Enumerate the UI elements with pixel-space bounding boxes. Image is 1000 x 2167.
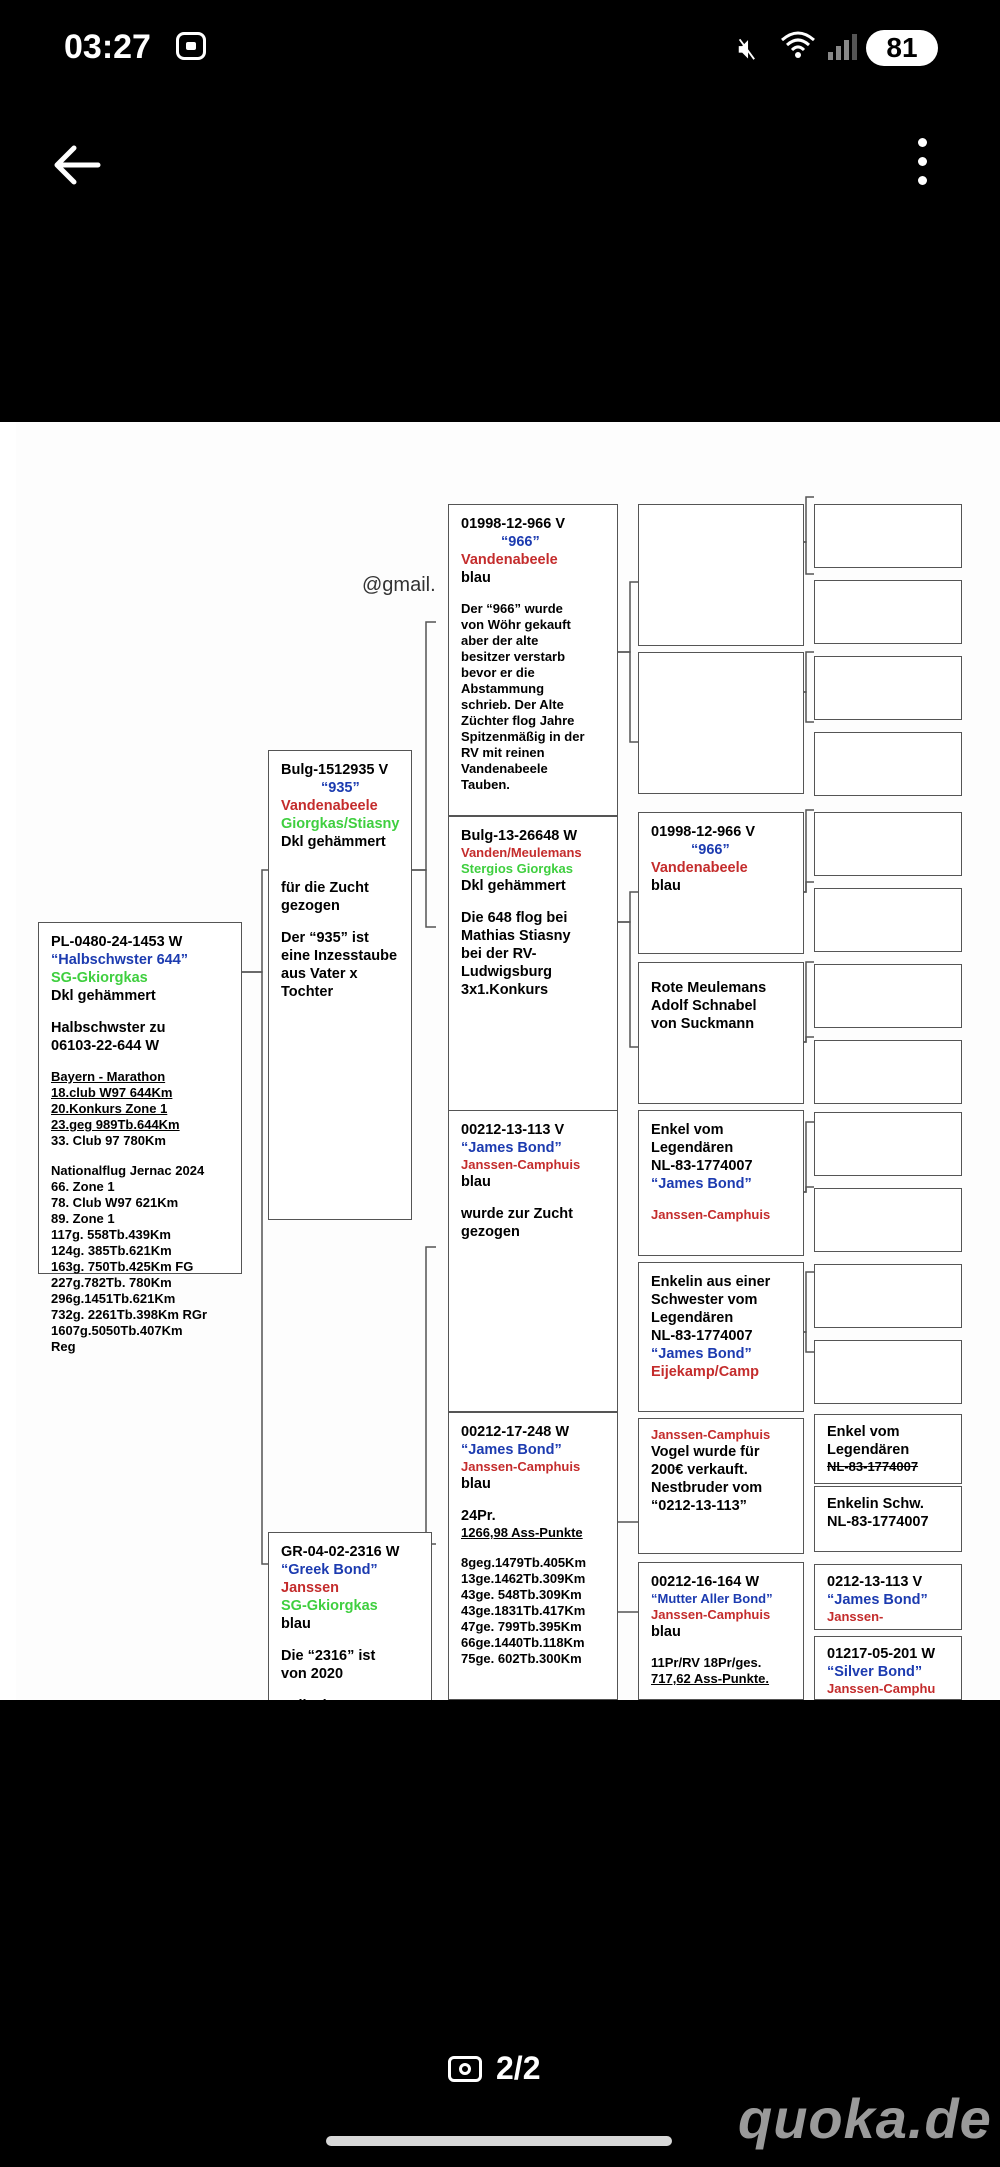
text-line: 0212-13-113 V [827,1574,923,1590]
text-line: 1266,98 Ass-Punkte [461,1525,583,1540]
text-line: 20.Konkurs Zone 1 [51,1101,168,1116]
pedigree-box-gen5-empty [814,1188,962,1252]
text-line: 18.club W97 644Km [51,1085,173,1100]
text-line: von Wöhr gekauft [461,617,571,632]
more-vertical-icon[interactable] [912,138,932,194]
text-line: “James Bond” [827,1592,928,1608]
pedigree-box-gen3-b [448,816,618,1116]
text-line: Vandenabeele [281,798,378,814]
text-line: “Greek Bond” [281,1562,378,1578]
battery-indicator: 81 [866,30,938,66]
text-line: Legendären [827,1442,910,1458]
text-line: 33. Club 97 780Km [51,1133,166,1148]
text-line: RV mit reinen [461,745,545,760]
pedigree-box-gen5-c [814,1564,962,1630]
text-line: “966” [501,534,540,550]
text-line: 89. Zone 1 [51,1211,115,1226]
text-line: Der “966” wurde [461,601,563,616]
pedigree-box-gen5-empty [814,504,962,568]
text-line: 3x1.Konkurs [461,982,549,998]
text-line: für die Zucht [281,880,369,896]
image-pager[interactable] [448,2050,540,2087]
pedigree-box-gen4-e [638,1110,804,1256]
text-line: bei der RV- [461,946,537,962]
home-indicator[interactable] [326,2136,672,2146]
text-line: Dkl gehämmert [281,834,386,850]
text-line: Dkl gehämmert [461,878,566,894]
text-line: von Suckmann [651,1016,755,1032]
text-line: Halbschwster zu [51,1020,166,1036]
text-line: 8geg.1479Tb.405Km [461,1555,587,1570]
text-line: bevor er die [461,665,535,680]
text-line: PL-0480-24-1453 W [51,934,183,950]
text-line: “James Bond” [651,1176,752,1192]
text-line: NL-83-1774007 [651,1158,753,1174]
pedigree-box-gen3-a [448,504,618,816]
text-line: 66ge.1440Tb.118Km [461,1635,585,1650]
text-line: GR-04-02-2316 W [281,1544,400,1560]
text-line: 00212-16-164 W [651,1574,760,1590]
pedigree-box-gen4-d [638,962,804,1104]
pedigree-box-gen5-empty [814,656,962,720]
arrow-left-icon[interactable] [50,140,104,190]
text-line: NL-83-1774007 [827,1459,919,1474]
pedigree-box-gen4-f [638,1262,804,1412]
text-line: Janssen- [827,1609,884,1624]
text-line: 23.geg 989Tb.644Km [51,1117,180,1132]
text-line: von 2020 [281,1666,344,1682]
image-viewer[interactable] [0,422,1000,1700]
text-line: “James Bond” [461,1140,562,1156]
text-line: “James Bond” [461,1442,562,1458]
pedigree-box-gen5-a [814,1414,962,1484]
text-line: 01217-05-201 W [827,1646,936,1662]
text-line: Janssen-Camphuis [651,1427,771,1442]
text-line: besitzer verstarb [461,649,566,664]
text-line: 01998-12-966 V [461,516,565,532]
text-line: NL-83-1774007 [651,1328,753,1344]
text-line: blau [461,1174,491,1190]
text-line: 66. Zone 1 [51,1179,115,1194]
text-line: SG-Gkiorgkas [281,1598,378,1614]
email-text: @gmail. [362,574,436,596]
text-line: Schwester vom [651,1292,758,1308]
text-line: Janssen-Camphu [827,1681,936,1696]
text-line: Janssen-Camphuis [461,1157,581,1172]
pedigree-box-gen5-b [814,1486,962,1552]
text-line: Ludwigsburg [461,964,553,980]
text-line: 24Pr. [461,1508,496,1524]
text-line: gezogen [461,1224,520,1240]
text-line: Legendären [651,1140,734,1156]
pedigree-box-gen3-d [448,1412,618,1700]
pedigree-box-gen5-d [814,1636,962,1700]
text-line: Spitzenmäßig in der [461,729,585,744]
text-line: 117g. 558Tb.439Km [51,1227,171,1242]
text-line: Dkl gehämmert [51,988,156,1004]
text-line: 47ge. 799Tb.395Km [461,1619,582,1634]
text-line: Enkelin Schw. [827,1496,924,1512]
text-line: blau [651,1624,681,1640]
text-line: Adolf Schnabel [651,998,757,1014]
text-line: Legendären [651,1310,734,1326]
text-line: 43ge.1831Tb.417Km [461,1603,586,1618]
text-line: Nationalflug Jernac 2024 [51,1163,205,1178]
pedigree-box-gen4-g [638,1418,804,1554]
text-line: blau [461,1476,491,1492]
text-line: Vogel wurde für [651,1444,760,1460]
text-line: Reg [51,1339,76,1354]
text-line: 124g. 385Tb.621Km [51,1243,172,1258]
status-time: 03:27 [64,28,151,66]
text-line: Janssen-Camphuis [651,1207,771,1222]
text-line: 43ge. 548Tb.309Km [461,1587,582,1602]
pedigree-box-gen5-empty [814,1040,962,1104]
pedigree-box-gen4-h [638,1562,804,1700]
text-line: Vandenabeele [651,860,748,876]
text-line: Die 648 flog bei [461,910,568,926]
text-line: “Silver Bond” [827,1664,923,1680]
text-line: 200€ verkauft. [651,1462,748,1478]
text-line: blau [461,570,491,586]
pedigree-box-gen5-empty [814,1340,962,1404]
mute-icon: 🔇︎ [738,32,757,65]
signal-icon [828,30,858,60]
text-line: aus Vater x [281,966,358,982]
watermark-logo: quoka.de [738,2087,992,2150]
text-line: 01998-12-966 V [651,824,755,840]
text-line: 717,62 Ass-Punkte. [651,1671,770,1686]
text-line: 163g. 750Tb.425Km FG [51,1259,194,1274]
text-line: 78. Club W97 621Km [51,1195,179,1210]
pedigree-box-gen4-empty-b [638,652,804,794]
text-line: Die “2316” ist [281,1648,376,1664]
text-line: Enkel vom [651,1122,724,1138]
text-line: “James Bond” [651,1346,752,1362]
text-line: gezogen [281,898,340,914]
text-line: Stergios Giorgkas [461,861,573,876]
pedigree-box-gen3-c [448,1110,618,1412]
camera-icon [448,2056,482,2082]
text-line: 00212-13-113 V [461,1122,565,1138]
text-line: Vandenabeele [461,761,548,776]
pager-label: 2/2 [496,2050,541,2086]
text-line: Nestbruder vom [651,1480,763,1496]
text-line: NL-83-1774007 [827,1514,929,1530]
text-line: “Halbschwster 644” [51,952,189,968]
text-line: Giorgkas/Stiasny [281,816,400,832]
text-line: “Mutter Aller Bond” [651,1591,773,1606]
text-line: Vandenabeele [461,552,558,568]
pedigree-box-subject [38,922,242,1354]
pedigree-box-gen5-empty [814,580,962,644]
text-line: “966” [691,842,730,858]
wifi-icon [780,30,816,68]
pedigree-box-sire [268,750,412,1220]
text-line: Bulg-1512935 V [281,762,389,778]
screenshot-icon [176,32,206,60]
text-line: 13ge.1462Tb.309Km [461,1571,586,1586]
pedigree-box-gen5-empty [814,1264,962,1328]
text-line: “0212-13-113” [651,1498,747,1514]
text-line: Janssen [281,1580,340,1596]
text-line: 296g.1451Tb.621Km [51,1291,176,1306]
text-line: aber der alte [461,633,539,648]
text-line: 227g.782Tb. 780Km [51,1275,172,1290]
text-line: Enkelin aus einer [651,1274,771,1290]
text-line: Rote Meulemans [651,980,767,996]
text-line: 06103-22-644 W [51,1038,160,1054]
status-bar [0,0,1000,100]
pedigree-box-gen4-c [638,812,804,954]
text-line: Enkel vom [827,1424,900,1440]
text-line: 11Pr/RV 18Pr/ges. [651,1655,762,1670]
pedigree-box-gen5-empty [814,888,962,952]
text-line: SG-Gkiorgkas [51,970,148,986]
text-line: Eijekamp/Camp [651,1364,759,1380]
text-line: Tochter [281,984,334,1000]
text-line: Bulg-13-26648 W [461,828,578,844]
pedigree-box-gen5-empty [814,732,962,796]
text-line: Janssen-Camphuis [461,1459,581,1474]
text-line: schrieb. Der Alte [461,697,564,712]
pedigree-sheet [16,422,1000,1700]
text-line: 732g. 2261Tb.398Km RGr [51,1307,208,1322]
text-line: Mathias Stiasny [461,928,571,944]
text-line: eine Inzesstaube [281,948,398,964]
text-line: 1607g.5050Tb.407Km [51,1323,183,1338]
pedigree-box-gen5-empty [814,1112,962,1176]
text-line: 75ge. 602Tb.300Km [461,1651,582,1666]
text-line: Tauben. [461,777,510,792]
text-line: Der “935” ist [281,930,369,946]
text-line: 00212-17-248 W [461,1424,570,1440]
text-line: Bayern - Marathon [51,1069,166,1084]
pedigree-box-gen5-empty [814,812,962,876]
text-line: “935” [321,780,360,796]
app-header [0,100,1000,422]
text-line: Vanden/Meulemans [461,845,582,860]
text-line: wurde zur Zucht [461,1206,573,1222]
text-line: blau [281,1616,311,1632]
text-line: Janssen-Camphuis [651,1607,771,1622]
pedigree-box-gen4-empty-a [638,504,804,646]
text-line: Abstammung [461,681,545,696]
text-line: Züchter flog Jahre [461,713,575,728]
pedigree-box-gen5-empty [814,964,962,1028]
text-line: blau [651,878,681,894]
